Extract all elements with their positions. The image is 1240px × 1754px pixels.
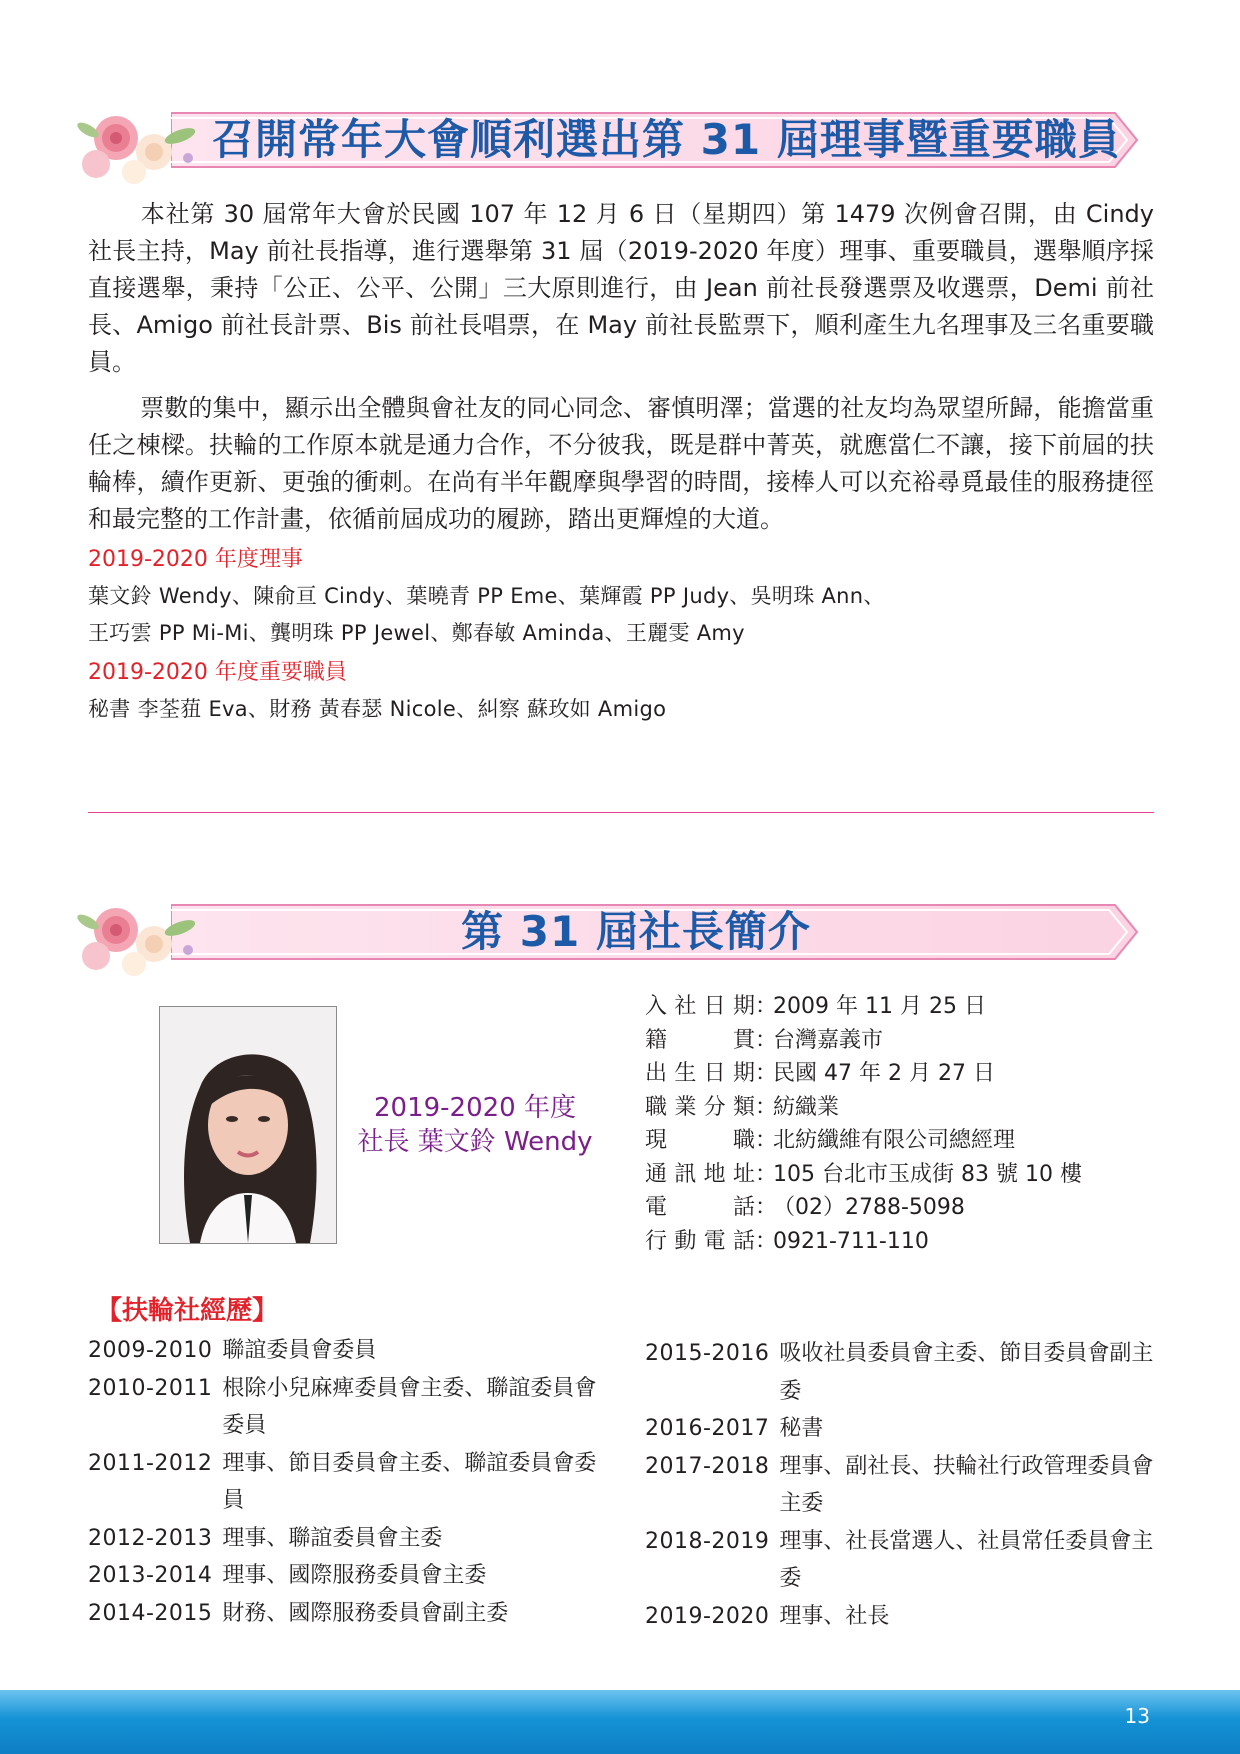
footer-bar [0, 1690, 1240, 1754]
history-row: 2019-2020 理事、社長 [645, 1603, 890, 1629]
report-paragraph-1: 本社第 30 屆常年大會於民國 107 年 12 月 6 日（星期四）第 1479 次例會召開，由 Cindy 社長主持，May 前社長指導，進行選舉第 31 屆（2019-2020 年度）理事、重要職員，選舉順序採直接選舉，秉持「公正、公平、公開」三大原則進行，由 Jean 前社長發選票及收選票，Demi 前社長、Amigo 前社長計票、Bis 前社長唱票，在 May 前社長監票下，順利產生九名理事及三名重要職員。 [88, 200, 1154, 376]
info-row-hometown: 籍 貫 ： 台灣嘉義市 [645, 1024, 1155, 1058]
history-row: 2011-2012 理事、節目委員會主委、聯誼委員會委員 [88, 1450, 597, 1513]
info-row-mobile: 行 動 電 話 ： 0921-711-110 [645, 1225, 1155, 1259]
info-row-birth-date: 出 生 日 期 ： 民國 47 年 2 月 27 日 [645, 1057, 1155, 1091]
caption-year: 2019-2020 年度 [374, 1093, 576, 1123]
info-row-join-date: 入 社 日 期 ： 2009 年 11 月 25 日 [645, 990, 1155, 1024]
info-label: 電 話 [645, 1195, 755, 1220]
history-row: 2012-2013 理事、聯誼委員會主委 [88, 1525, 443, 1551]
info-value: （02）2788-5098 [773, 1195, 965, 1220]
info-value: 北紡纖維有限公司總經理 [773, 1128, 1016, 1153]
caption-name: 社長 葉文鈴 Wendy [357, 1127, 593, 1157]
info-value: 0921-711-110 [773, 1228, 929, 1254]
rose-bouquet-icon [76, 100, 206, 190]
president-portrait-photo [159, 1006, 337, 1244]
history-row: 2015-2016 吸收社員委員會主委、節目委員會副主委 [645, 1341, 1154, 1404]
directors-list-line: 王巧雲 PP Mi-Mi、龔明珠 PP Jewel、鄭春敏 Aminda、王麗雯 Amy [88, 621, 745, 645]
info-label: 現 職 [645, 1128, 755, 1153]
history-row: 2010-2011 根除小兒麻痺委員會主委、聯誼委員會委員 [88, 1375, 597, 1438]
info-row-position: 現 職 ： 北紡纖維有限公司總經理 [645, 1124, 1155, 1158]
info-row-phone: 電 話 ： （02）2788-5098 [645, 1191, 1155, 1225]
report-paragraph-2: 票數的集中，顯示出全體與會社友的同心同念、審慎明澤；當選的社友均為眾望所歸，能擔當重任之棟樑。扶輪的工作原本就是通力合作，不分彼我，既是群中菁英，就應當仁不讓，接下前屆的扶輪棒，續作更新、更強的衝刺。在尚有半年觀摩與學習的時間，接棒人可以充裕尋覓最佳的服務捷徑和最完整的工作計畫，依循前屆成功的履跡，踏出更輝煌的大道。 [88, 394, 1154, 533]
section-title: 召開常年大會順利選出第 31 屆理事暨重要職員 [212, 115, 1121, 164]
info-value: 民國 47 年 2 月 27 日 [773, 1061, 995, 1086]
officers-heading: 2019-2020 年度重要職員 [88, 660, 347, 685]
history-row: 2014-2015 財務、國際服務委員會副主委 [88, 1600, 509, 1626]
section-header-president [76, 892, 1156, 972]
officers-list-line: 秘書 李荃莥 Eva、財務 黃春瑟 Nicole、糾察 蘇玫如 Amigo [88, 697, 667, 721]
section-title: 第 31 屆社長簡介 [461, 907, 811, 956]
history-row: 2013-2014 理事、國際服務委員會主委 [88, 1563, 487, 1588]
directors-heading: 2019-2020 年度理事 [88, 547, 303, 572]
info-value: 105 台北市玉成街 83 號 10 樓 [773, 1161, 1082, 1187]
page-number: 13 [1124, 1704, 1150, 1728]
info-label: 通 訊 地 址 [645, 1161, 755, 1187]
info-row-address: 通 訊 地 址 ： 105 台北市玉成街 83 號 10 樓 [645, 1158, 1155, 1192]
history-row: 2016-2017 秘書 [645, 1416, 824, 1441]
info-label: 出 生 日 期 [645, 1061, 755, 1086]
section-divider [88, 812, 1154, 813]
president-caption [340, 1091, 610, 1159]
section-header-elections [76, 100, 1156, 180]
history-list-left [88, 1332, 598, 1632]
info-label: 職 業 分 類 [645, 1094, 755, 1120]
info-label: 籍 貫 [645, 1027, 755, 1053]
history-row: 2017-2018 理事、副社長、扶輪社行政管理委員會主委 [645, 1453, 1154, 1516]
info-value: 紡織業 [773, 1094, 840, 1120]
history-list-right [645, 1335, 1155, 1635]
info-value: 2009 年 11 月 25 日 [773, 994, 986, 1019]
rotary-history-title: 【扶輪社經歷】 [96, 1296, 279, 1326]
president-info-list [645, 990, 1155, 1258]
history-row: 2009-2010 聯誼委員會委員 [88, 1338, 377, 1363]
info-value: 台灣嘉義市 [773, 1027, 884, 1053]
info-label: 行 動 電 話 [645, 1228, 755, 1254]
info-row-classification: 職 業 分 類 ： 紡織業 [645, 1091, 1155, 1125]
info-label: 入 社 日 期 [645, 994, 755, 1019]
history-row: 2018-2019 理事、社長當選人、社員常任委員會主委 [645, 1528, 1154, 1591]
directors-list-line: 葉文鈴 Wendy、陳俞亘 Cindy、葉曉青 PP Eme、葉輝霞 PP Judy、吳明珠 Ann、 [88, 584, 885, 608]
